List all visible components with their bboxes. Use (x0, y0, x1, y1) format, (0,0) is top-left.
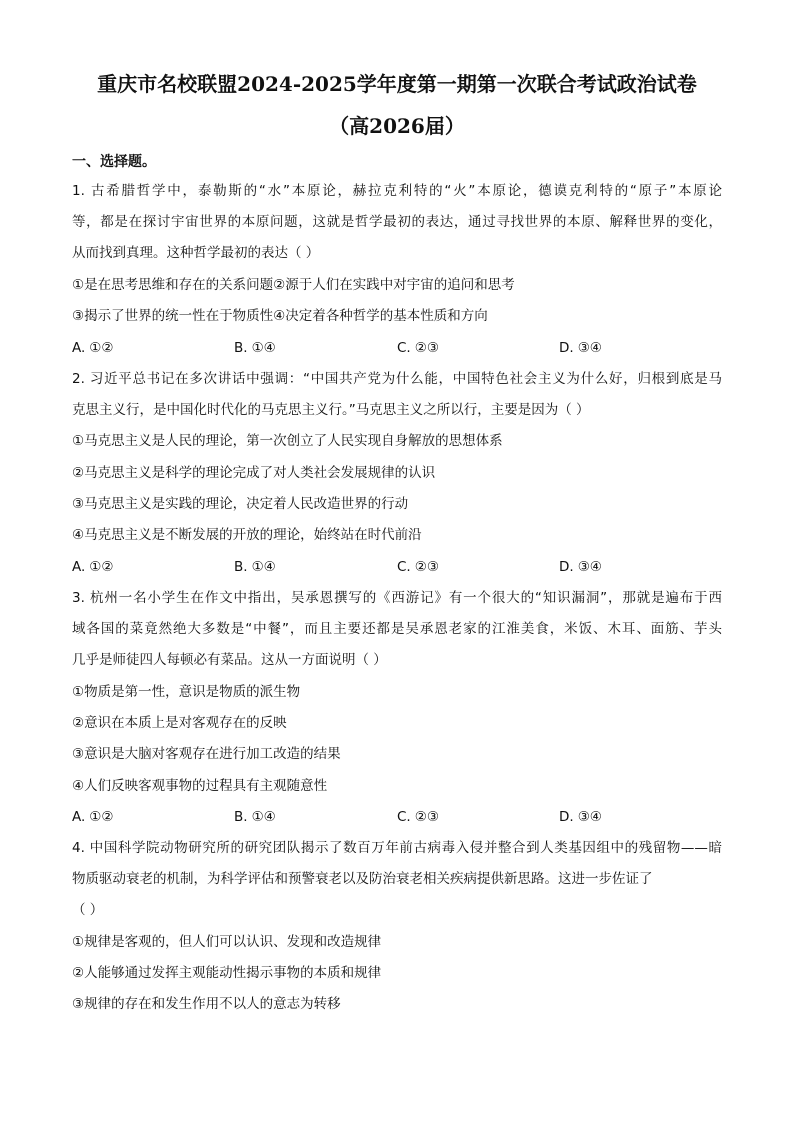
option-label: C. (397, 809, 411, 825)
q2-statement-3: ③马克思主义是实践的理论，决定着人民改造世界的行动 (72, 496, 409, 512)
q3-option-b[interactable] (234, 808, 276, 826)
q3-statement-2: ②意识在本质上是对客观存在的反映 (72, 715, 287, 731)
q1-stem-line-3: 从而找到真理。这种哲学最初的表达（ ） (72, 245, 320, 261)
option-label: C. (397, 559, 411, 575)
option-text: ③④ (577, 809, 602, 825)
q2-option-b[interactable] (234, 558, 276, 576)
option-text: ①② (89, 340, 114, 356)
exam-subtitle: （高2026届） (329, 114, 465, 138)
option-label: D. (559, 809, 574, 825)
q4-statement-2: ②人能够通过发挥主观能动性揭示事物的本质和规律 (72, 965, 382, 981)
q3-stem-line-3: 几乎是师徒四人每顿必有菜品。这从一方面说明（ ） (72, 652, 387, 668)
option-text: ②③ (414, 559, 439, 575)
q4-stem-line-1: 4. 中国科学院动物研究所的研究团队揭示了数百万年前古病毒入侵并整合到人类基因组中的残留物——暗 (72, 840, 722, 856)
q1-option-a[interactable] (72, 339, 114, 357)
q3-option-a[interactable] (72, 808, 114, 826)
q1-statement-1: ①是在思考思维和存在的关系问题②源于人们在实践中对宇宙的追问和思考 (72, 277, 515, 293)
q1-stem-line-2: 等，都是在探讨宇宙世界的本原问题，这就是哲学最初的表达，通过寻找世界的本原、解释世界的变化， (72, 214, 722, 230)
option-text: ①② (89, 809, 114, 825)
q1-option-d[interactable] (559, 339, 602, 357)
q2-stem-line-1: 2. 习近平总书记在多次讲话中强调：“中国共产党为什么能，中国特色社会主义为什么好，归根到底是马 (72, 371, 722, 387)
q2-option-a[interactable] (72, 558, 114, 576)
option-text: ①④ (251, 809, 276, 825)
q2-option-c[interactable] (397, 558, 439, 576)
q1-option-c[interactable] (397, 339, 439, 357)
option-text: ③④ (577, 559, 602, 575)
option-label: D. (559, 340, 574, 356)
q2-statement-2: ②马克思主义是科学的理论完成了对人类社会发展规律的认识 (72, 465, 436, 481)
q3-option-c[interactable] (397, 808, 439, 826)
option-text: ②③ (414, 340, 439, 356)
option-label: B. (234, 559, 248, 575)
option-text: ①④ (251, 559, 276, 575)
option-text: ②③ (414, 809, 439, 825)
section-heading: 一、选择题。 (72, 154, 156, 170)
option-label: A. (72, 559, 86, 575)
q3-statement-1: ①物质是第一性，意识是物质的派生物 (72, 684, 301, 700)
option-label: A. (72, 809, 86, 825)
option-label: D. (559, 559, 574, 575)
q4-statement-1: ①规律是客观的，但人们可以认识、发现和改造规律 (72, 934, 382, 950)
option-label: B. (234, 340, 248, 356)
q3-statement-3: ③意识是大脑对客观存在进行加工改造的结果 (72, 746, 341, 762)
q4-stem-line-3: （ ） (72, 902, 104, 918)
q2-statement-1: ①马克思主义是人民的理论，第一次创立了人民实现自身解放的思想体系 (72, 433, 503, 449)
q2-stem-line-2: 克思主义行，是中国化时代化的马克思主义行。”马克思主义之所以行，主要是因为（ ） (72, 402, 590, 418)
option-label: B. (234, 809, 248, 825)
exam-title: 重庆市名校联盟2024-2025学年度第一期第一次联合考试政治试卷 (97, 72, 697, 96)
q3-stem-line-2: 域各国的菜竟然绝大多数是“中餐”，而且主要还都是吴承恩老家的江淮美食，米饭、木耳、面筋、芋头 (72, 621, 722, 637)
q3-option-d[interactable] (559, 808, 602, 826)
option-label: A. (72, 340, 86, 356)
option-text: ①④ (251, 340, 276, 356)
q1-statement-2: ③揭示了世界的统一性在于物质性④决定着各种哲学的基本性质和方向 (72, 308, 488, 324)
q3-statement-4: ④人们反映客观事物的过程具有主观随意性 (72, 778, 328, 794)
q3-stem-line-1: 3. 杭州一名小学生在作文中指出，吴承恩撰写的《西游记》有一个很大的“知识漏洞”，那就是遍布于西 (72, 590, 722, 606)
q2-option-d[interactable] (559, 558, 602, 576)
q2-statement-4: ④马克思主义是不断发展的开放的理论，始终站在时代前沿 (72, 527, 422, 543)
q4-statement-3: ③规律的存在和发生作用不以人的意志为转移 (72, 996, 341, 1012)
option-text: ③④ (577, 340, 602, 356)
option-text: ①② (89, 559, 114, 575)
q4-stem-line-2: 物质驱动衰老的机制，为科学评估和预警衰老以及防治衰老相关疾病提供新思路。这进一步佐证了 (72, 871, 653, 887)
q1-option-b[interactable] (234, 339, 276, 357)
option-label: C. (397, 340, 411, 356)
q1-stem-line-1: 1. 古希腊哲学中，泰勒斯的“水”本原论，赫拉克利特的“火”本原论，德谟克利特的“原子”本原论 (72, 183, 722, 199)
